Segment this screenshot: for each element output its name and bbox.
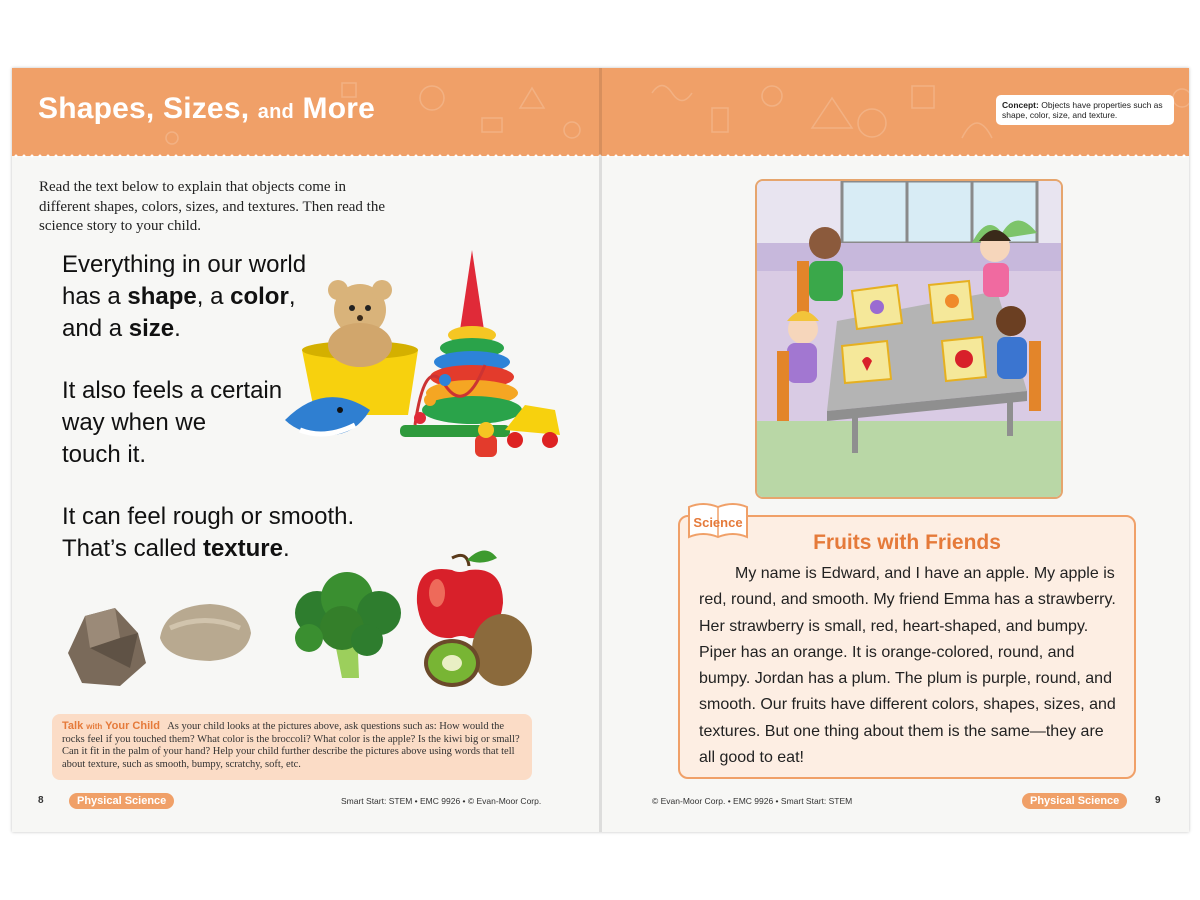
page-number-right: 9 bbox=[1155, 795, 1161, 806]
science-badge-label: Science bbox=[693, 515, 743, 530]
story-box bbox=[678, 515, 1136, 779]
section-pill-left: Physical Science bbox=[69, 793, 174, 809]
smooth-rock-photo bbox=[155, 598, 255, 668]
body-paragraph-1: Everything in our world has a shape, a color, and a size. bbox=[62, 251, 307, 342]
page-gutter bbox=[599, 68, 602, 832]
intro-text: Read the text below to explain that objects come in different shapes, colors, sizes, and textures. Then read the science story to your child. bbox=[39, 179, 385, 234]
children-at-table-drawing bbox=[757, 181, 1061, 497]
page-title: Shapes, Sizes, and More bbox=[38, 92, 375, 125]
talk-text: As your child looks at the pictures above, ask questions such as: How would the rocks feel if you touched them? What color is the broccoli? What color is the apple? Is the kiwi big or small? Can it fit in the palm of your hand? Help your child further describe the pictures above using words that tell about texture, such as smooth, bumpy, scratchy, soft, etc. bbox=[62, 721, 520, 770]
toys-photo bbox=[270, 250, 560, 475]
section-pill-right: Physical Science bbox=[1022, 793, 1127, 809]
concept-text: Objects have properties such as shape, color, size, and texture. bbox=[1002, 100, 1163, 120]
body-paragraph-2: It also feels a certain way when we touch it. bbox=[62, 377, 283, 468]
story-text: My name is Edward, and I have an apple. My apple is red, round, and smooth. My friend Emma has a strawberry. Her strawberry is small, red, heart-shaped, and bumpy. Piper has an orange. It is orange-colored, round, and bumpy. Jordan has a plum. The plum is purple, round, and smooth. Our fruits have different colors, shapes, sizes, and textures. But one thing about them is the same—they are all good to eat! bbox=[699, 565, 1116, 767]
story-title: Fruits with Friends bbox=[813, 531, 1001, 554]
apple-kiwi-photo bbox=[407, 548, 537, 696]
book-spread bbox=[12, 68, 1189, 832]
science-book-badge bbox=[687, 501, 749, 541]
talk-with-your-child-box bbox=[52, 714, 532, 780]
page-number-left: 8 bbox=[38, 795, 44, 806]
credit-left: Smart Start: STEM • EMC 9926 • © Evan-Moor Corp. bbox=[341, 796, 542, 806]
credit-right: © Evan-Moor Corp. • EMC 9926 • Smart Start: STEM bbox=[652, 796, 853, 806]
broccoli-photo bbox=[287, 568, 407, 683]
talk-label: Talk with Your Child bbox=[62, 720, 160, 732]
rough-rock-photo bbox=[60, 598, 155, 693]
classroom-illustration bbox=[755, 179, 1063, 499]
concept-box bbox=[996, 95, 1174, 125]
body-paragraph-3: It can feel rough or smooth. That’s called texture. bbox=[62, 503, 355, 562]
concept-label: Concept: bbox=[1002, 100, 1039, 110]
